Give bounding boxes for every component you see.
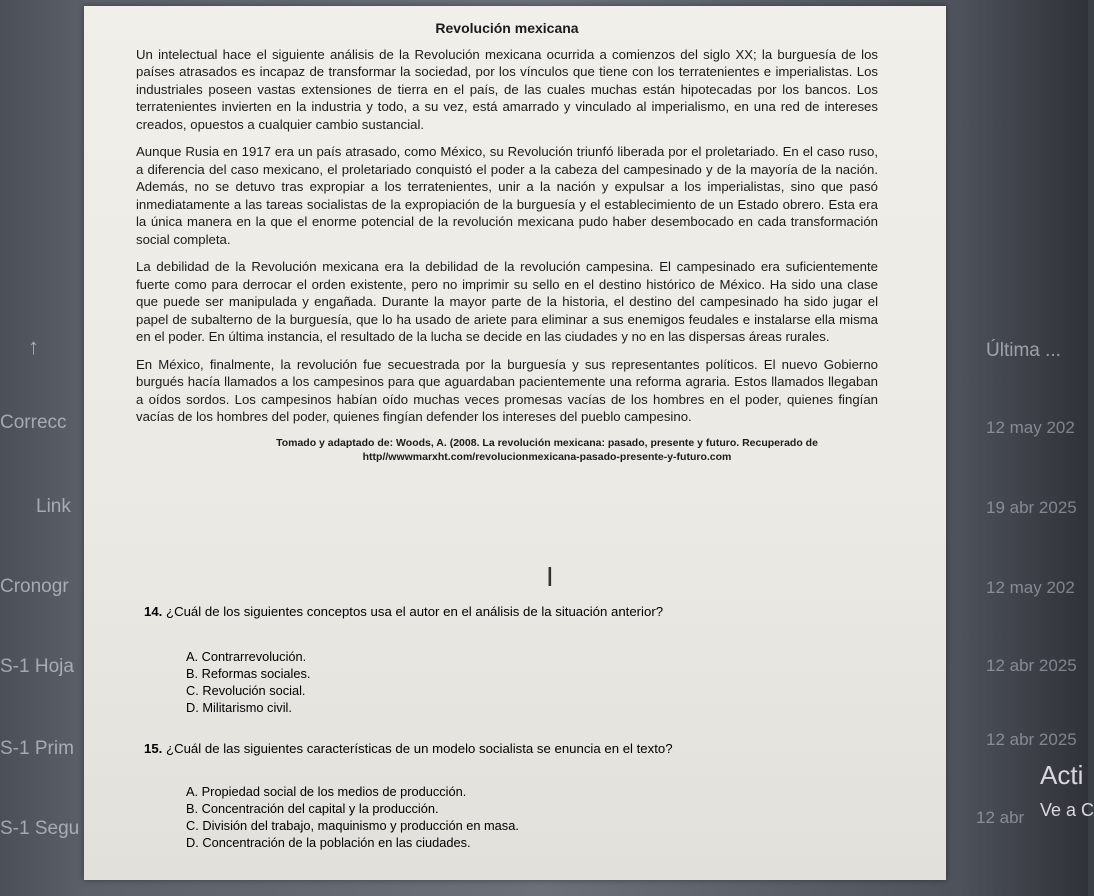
question-number: 14.: [144, 604, 163, 619]
source-line: Tomado y adaptado de: Woods, A. (2008. La revolución mexicana: pasado, presente y futuro. Recuperado de: [276, 436, 818, 449]
bg-label-cronogr: Cronogr: [0, 576, 69, 597]
paragraph: En México, finalmente, la revolución fue secuestrada por la burguesía y sus representantes políticos. El nuevo Gobierno burgués hacía llamados a los campesinos para que aguardaban pacientemente una reforma agraria. Estos llamados llegaban a oídos sordos. Los campesinos habían oído muchas veces promesas vacías de los hombres en el poder, quienes fingían vacías de los hombres del poder, quienes fingían defender los intereses del pueblo campesino.: [136, 356, 878, 424]
answer-option[interactable]: B. Concentración del capital y la producción.: [186, 801, 439, 816]
bg-label-s1-hoja: S-1 Hoja: [0, 656, 74, 677]
answer-option[interactable]: D. Concentración de la población en las ciudades.: [186, 835, 471, 850]
paragraph: La debilidad de la Revolución mexicana era la debilidad de la revolución campesina. El campesinado era suficientemente fuerte como para derrocar el orden existente, pero no imprimir su sello en el destino histórico de México. Ha sido una clase que puede ser manipulada y engañada. Durante la mayor parte de la historia, el destino del campesinado ha sido jugar el papel de subalterno de la burguesía, que lo ha usado de ariete para eliminar a sus enemigos feudales e instalarse ella misma en el poder. En última instancia, el resultado de la lucha se decide en las ciudades y no en las dispersas áreas rurales.: [136, 259, 878, 344]
bg-date: 12 abr 2025: [986, 730, 1077, 749]
up-arrow-icon: ↑: [28, 334, 39, 359]
answer-option[interactable]: C. Revolución social.: [186, 683, 306, 698]
question-15-options: [186, 783, 519, 851]
document-title: Revolución mexicana: [435, 20, 579, 36]
bg-date: 12 abr 2025: [986, 656, 1077, 675]
bg-label-s1-prim: S-1 Prim: [0, 738, 74, 759]
bg-label-ultima: Última ...: [986, 340, 1061, 361]
question-14-options: [186, 648, 310, 716]
paragraph: Aunque Rusia en 1917 era un país atrasado, como México, su Revolución triunfó liberada por el proletariado. En el caso ruso, a diferencia del caso mexicano, el proletariado conquistó el poder a la cabeza del campesinado y de la mayoría de la nación. Además, no se detuvo tras expropiar a los terratenientes, unir a la nación y expulsar a los imperialistas, sino que pasó inmediatamente a las tareas socialistas de la expropiación de la burguesía y el establecimiento de un Estado obrero. Esta era la única manera en la que el enorme potencial de la revolución mexicana pudo haber desembocado en cada transformación social completa.: [136, 144, 878, 247]
bg-label-link: Link: [36, 496, 71, 517]
bg-date: 12 may 202: [986, 578, 1075, 597]
paragraph: Un intelectual hace el siguiente análisis de la Revolución mexicana ocurrida a comienzos del siglo XX; la burguesía de los países atrasados es incapaz de transformar la sociedad, por los vínculos que tiene con los terratenientes e imperialistas. Los industriales poseen vastas extensiones de tierra en el país, de las cuales muchas están hipotecadas por los bancos. Los terratenientes invierten en la industria y todo, a su vez, está amarrado y vinculado al imperialismo, en una red de intereses creados, opuestos a cualquier cambio sustancial.: [136, 46, 878, 132]
text-cursor-icon: I: [546, 563, 554, 593]
question-text: ¿Cuál de las siguientes características de un modelo socialista se enuncia en el texto?: [166, 741, 673, 756]
activate-windows-title: Acti: [1040, 760, 1084, 790]
question-14: [144, 604, 663, 619]
bg-date: 12 abr: [976, 808, 1025, 827]
question-number: 15.: [144, 741, 163, 756]
answer-option[interactable]: D. Militarismo civil.: [186, 700, 292, 715]
answer-option[interactable]: A. Contrarrevolución.: [186, 649, 307, 664]
source-citation: [136, 436, 878, 464]
question-15: [144, 741, 673, 756]
bg-label-s1-segu: S-1 Segu: [0, 818, 80, 839]
activate-windows-subtitle: Ve a C: [1040, 800, 1094, 820]
bg-date: 19 abr 2025: [986, 498, 1077, 517]
answer-option[interactable]: C. División del trabajo, maquinismo y producción en masa.: [186, 818, 519, 833]
bg-date: 12 may 202: [986, 418, 1075, 437]
document-body: [136, 20, 878, 464]
source-url: http//wwwmarxht.com/revolucionmexicana-pasado-presente-y-futuro.com: [362, 450, 732, 463]
answer-option[interactable]: A. Propiedad social de los medios de producción.: [186, 784, 467, 799]
question-text: ¿Cuál de los siguientes conceptos usa el autor en el análisis de la situación anterior?: [166, 604, 664, 619]
bg-label-correcc: Correcc: [0, 412, 67, 433]
answer-option[interactable]: B. Reformas sociales.: [186, 666, 311, 681]
